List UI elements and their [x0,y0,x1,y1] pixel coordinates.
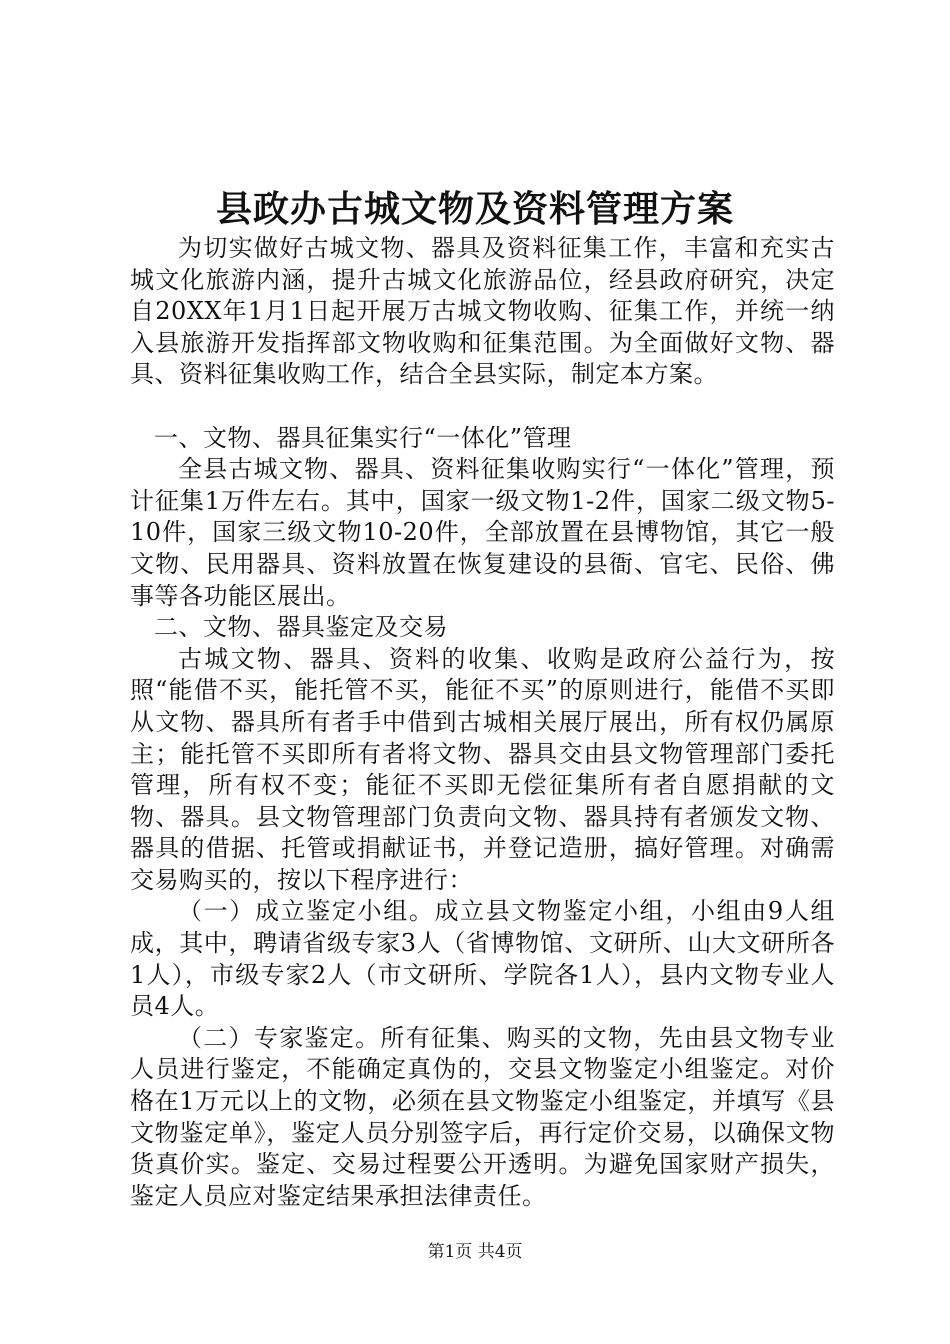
document-body [130,233,835,1212]
section-2-item-1: （一）成立鉴定小组。成立县文物鉴定小组，小组由9人组成，其中，聘请省级专家3人（省博物馆、文研所、山大文研所各1人），市级专家2人（市文研所、学院各1人），县内文物专业人员4人。 [130,897,835,1021]
paragraph-gap [130,391,835,423]
intro-paragraph: 为切实做好古城文物、器具及资料征集工作，丰富和充实古城文化旅游内涵，提升古城文化旅游品位，经县政府研究，决定自20XX年1月1日起开展万古城文物收购、征集工作，并统一纳入县旅游开发指挥部文物收购和征集范围。为全面做好文物、器具、资料征集收购工作，结合全县实际，制定本方案。 [130,234,835,389]
document-title: 县政办古城文物及资料管理方案 [215,188,734,230]
section-1-heading: 一、文物、器具征集实行“一体化”管理 [154,423,572,452]
section-2-paragraph: 古城文物、器具、资料的收集、收购是政府公益行为，按照“能借不买，能托管不买，能征不买”的原则进行，能借不买即从文物、器具所有者手中借到古城相关展厅展出，所有权仍属原主；能托管不买即所有者将文物、器具交由县文物管理部门委托管理，所有权不变；能征不买即无偿征集所有者自愿捐献的文物、器具。县文物管理部门负责向文物、器具持有者颁发文物、器具的借据、托管或捐献证书，并登记造册，搞好管理。对确需交易购买的，按以下程序进行： [130,644,835,894]
page-number-footer: 第1页 共4页 [427,1242,523,1262]
section-2-item-2: （二）专家鉴定。所有征集、购买的文物，先由县文物专业人员进行鉴定，不能确定真伪的，交县文物鉴定小组鉴定。对价格在1万元以上的文物，必须在县文物鉴定小组鉴定，并填写《县文物鉴定单》，鉴定人员分别签字后，再行定价交易，以确保文物货真价实。鉴定、交易过程要公开透明。为避免国家财产损失，鉴定人员应对鉴定结果承担法律责任。 [130,1023,835,1210]
section-1-paragraph: 全县古城文物、器具、资料征集收购实行“一体化”管理，预计征集1万件左右。其中，国家一级文物1-2件，国家二级文物5-10件，国家三级文物10-20件，全部放置在县博物馆，其它一般文物、民用器具、资料放置在恢复建设的县衙、官宅、民俗、佛事等各功能区展出。 [130,455,835,610]
section-2-heading: 二、文物、器具鉴定及交易 [154,613,448,642]
